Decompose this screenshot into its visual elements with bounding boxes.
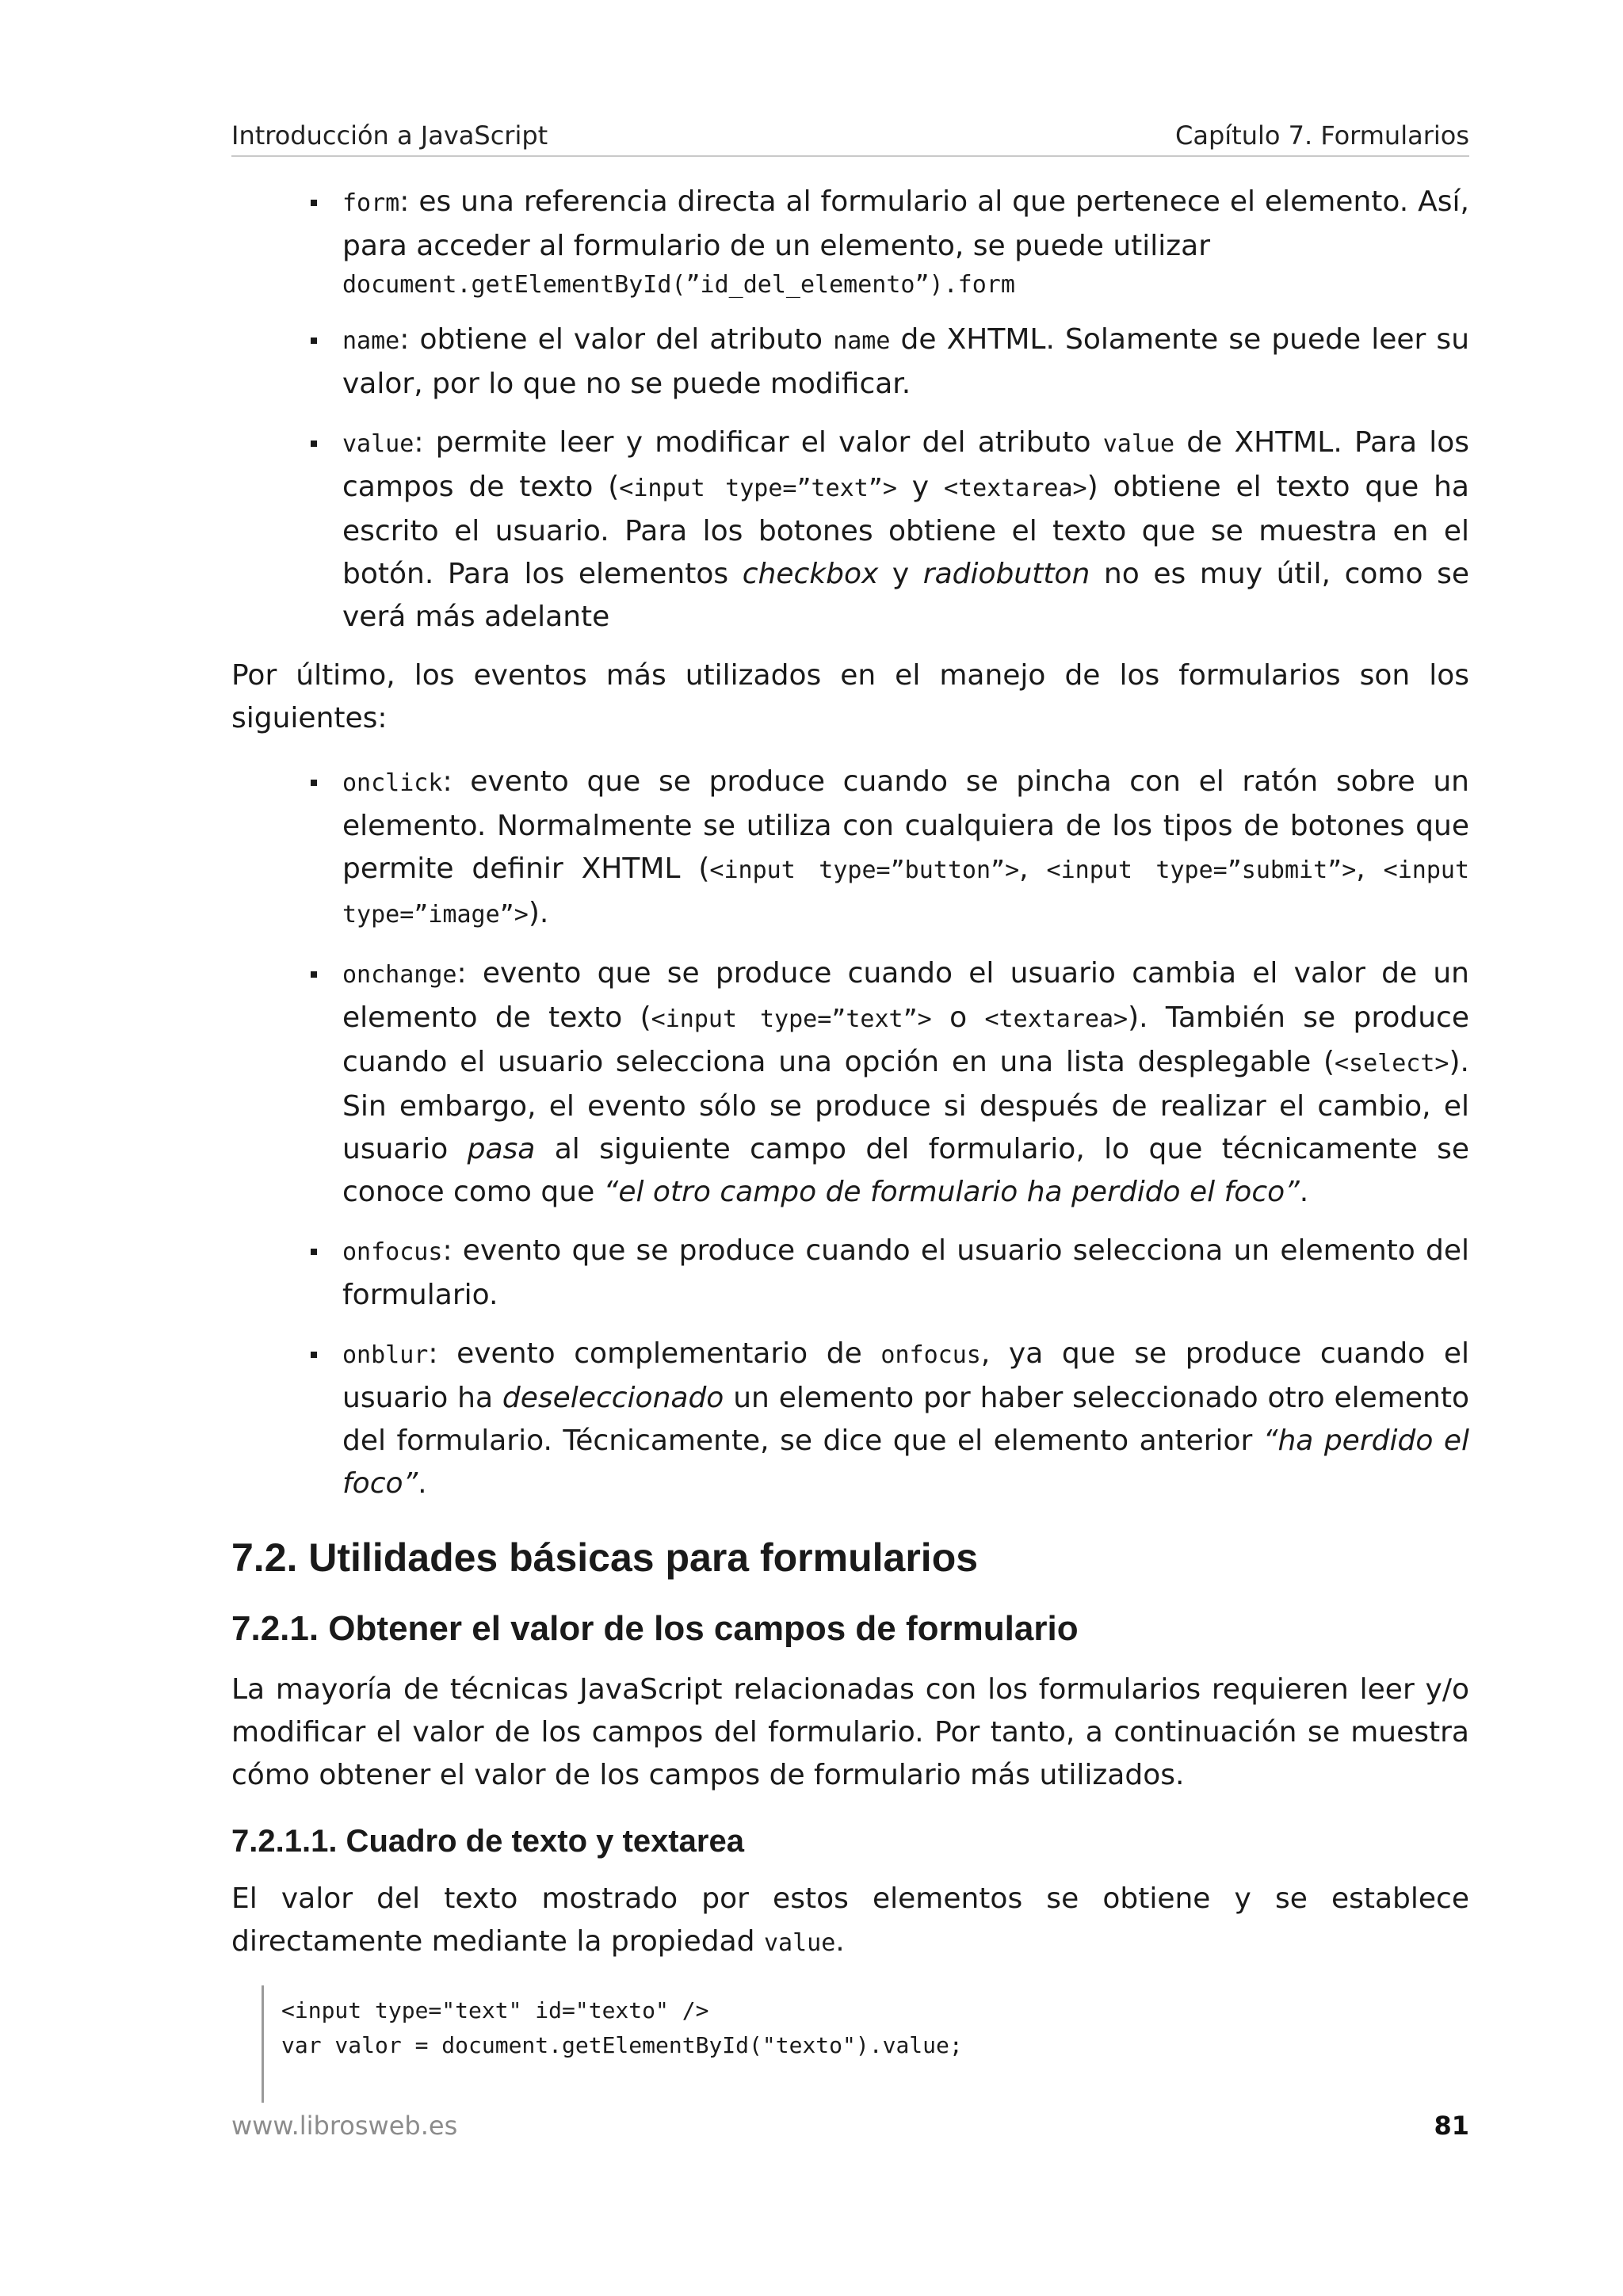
list-item-value xyxy=(342,421,1469,639)
list-item-onclick xyxy=(342,761,1469,936)
list-item-text: : evento complementario de xyxy=(428,1337,881,1370)
section-heading: 7.2. Utilidades básicas para formularios xyxy=(231,1535,979,1580)
list-item-text: un elemento por haber seleccionado otro elemento del formulario. Técnicamente, se dice que el elemento anterior xyxy=(342,1382,1469,1457)
list-item-text: al siguiente campo del formulario, lo que técnicamente se conoce como que xyxy=(342,1133,1469,1208)
paragraph-text: . xyxy=(835,1925,845,1958)
list-item-text: ). xyxy=(528,897,549,929)
header-chapter-title: Capítulo 7. Formularios xyxy=(1174,120,1469,151)
list-item-text: , xyxy=(1019,852,1047,885)
list-item-text: : es una referencia directa al formulario al que pertenece el elemento. Así, para acceder al formulario de un elemento, se puede utilizar xyxy=(342,185,1469,262)
list-item-text: : evento que se produce cuando se pincha con el ratón sobre un elemento. Normalmente se utiliza con cualquiera de los tipos de botones que permite definir XHTML ( xyxy=(342,765,1469,885)
page-number: 81 xyxy=(1434,2111,1469,2141)
inline-code: <input type=”image”> xyxy=(342,856,1470,929)
footer-site-link[interactable]: www.librosweb.es xyxy=(231,2111,458,2141)
inline-code: name xyxy=(342,327,400,355)
inline-code: <textarea> xyxy=(984,1005,1128,1033)
header-book-title: Introducción a JavaScript xyxy=(231,120,548,151)
subsubsection-heading: 7.2.1.1. Cuadro de texto y textarea xyxy=(231,1824,744,1859)
paragraph-text: El valor del texto mostrado por estos elementos se obtiene y se establece directamente mediante la propiedad xyxy=(231,1882,1469,1958)
inline-code: <input type=”button”> xyxy=(709,856,1020,884)
list-item-onchange xyxy=(342,952,1469,1214)
list-item-text: : obtiene el valor del atributo xyxy=(399,323,834,356)
list-item-text: y xyxy=(878,558,923,590)
code-block: <input type="text" id="texto" /> var valor = document.getElementById("texto").value; xyxy=(262,1985,1469,2103)
page-footer xyxy=(231,2111,1469,2150)
list-item-text: ) obtiene el texto que ha escrito el usuario. Para los botones obtiene el texto que se muestra en el botón. Para los elementos xyxy=(342,471,1469,590)
inline-code: <textarea> xyxy=(943,475,1087,502)
list-item-text: de XHTML. Solamente se puede leer su valor, por lo que no se puede modificar. xyxy=(342,323,1470,400)
list-item-onblur xyxy=(342,1333,1469,1505)
list-item-form xyxy=(342,181,1469,303)
emphasis-text: “el otro campo de formulario ha perdido el foco” xyxy=(603,1176,1300,1208)
inline-code: name xyxy=(833,327,891,355)
inline-code: <input type=”text”> xyxy=(651,1005,932,1033)
body-paragraph: La mayoría de técnicas JavaScript relacionadas con los formularios requieren leer y/o modificar el valor de los campos del formulario. Por tanto, a continuación se muestra cómo obtener el valor de los campos de formulario más utilizados. xyxy=(231,1673,1469,1791)
list-item-text: ). Sin embargo, el evento sólo se produce si después de realizar el cambio, el usuario xyxy=(342,1046,1469,1165)
inline-code: onfocus xyxy=(342,1238,443,1266)
inline-code: value xyxy=(763,1929,836,1957)
inline-code: onblur xyxy=(342,1341,429,1369)
inline-code: onclick xyxy=(342,769,443,797)
emphasis-text: deseleccionado xyxy=(502,1382,724,1414)
inline-code: onchange xyxy=(342,961,457,989)
inline-code: document.getElementById(”id_del_elemento”).form xyxy=(342,271,1015,299)
list-item-text: y xyxy=(896,471,944,503)
inline-code: value xyxy=(342,430,414,458)
event-list xyxy=(231,761,1469,1505)
list-item-text: ). También se produce cuando el usuario selecciona una opción en una lista desplegable ( xyxy=(342,1001,1469,1078)
inline-code: <select> xyxy=(1335,1050,1449,1077)
list-item-text: : evento que se produce cuando el usuario cambia el valor de un elemento de texto ( xyxy=(342,957,1469,1034)
list-item-text: : evento que se produce cuando el usuario selecciona un elemento del formulario. xyxy=(342,1234,1469,1311)
inline-code: onfocus xyxy=(880,1341,981,1369)
list-item-text: , ya que se produce cuando el usuario ha xyxy=(342,1337,1469,1414)
emphasis-text: checkbox xyxy=(742,558,879,590)
emphasis-text: radiobutton xyxy=(922,558,1090,590)
list-item-text: , xyxy=(1356,852,1384,885)
emphasis-text: “ha perdido el foco” xyxy=(342,1425,1469,1500)
inline-code: <input type=”submit”> xyxy=(1046,856,1357,884)
body-paragraph xyxy=(231,1878,1469,1965)
list-item-onfocus xyxy=(342,1230,1469,1317)
list-item-text: o xyxy=(931,1001,985,1034)
inline-code: <input type=”text”> xyxy=(619,475,897,502)
list-item-text: . xyxy=(418,1467,427,1500)
page-content xyxy=(231,181,1469,2103)
inline-code: form xyxy=(342,189,400,217)
events-intro: Por último, los eventos más utilizados en el manejo de los formularios son los siguientes: xyxy=(231,659,1469,734)
page-header xyxy=(231,117,1469,157)
list-item-text: : permite leer y modificar el valor del atributo xyxy=(414,426,1103,459)
subsection-heading: 7.2.1. Obtener el valor de los campos de formulario xyxy=(231,1609,1079,1648)
list-item-text: no es muy útil, como se verá más adelante xyxy=(342,558,1469,633)
property-list xyxy=(231,181,1469,639)
list-item-name xyxy=(342,318,1469,406)
list-item-text: de XHTML. Para los campos de texto ( xyxy=(342,426,1470,503)
emphasis-text: pasa xyxy=(467,1133,536,1165)
list-item-text: . xyxy=(1299,1176,1309,1208)
inline-code: value xyxy=(1102,430,1175,458)
